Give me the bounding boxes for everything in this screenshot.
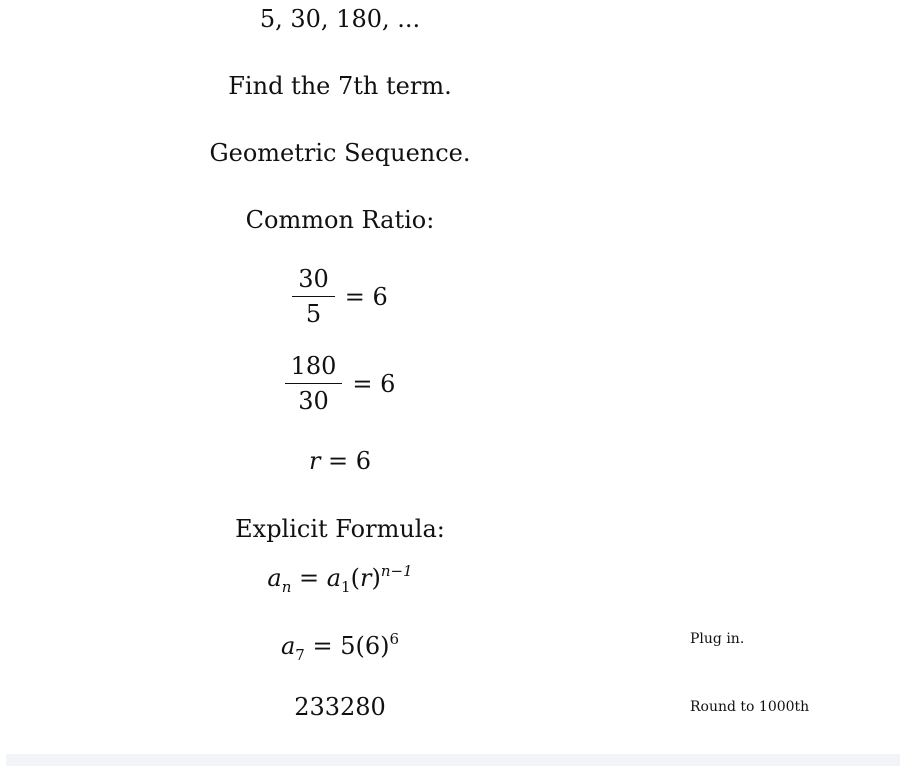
explicit-formula [0, 556, 680, 602]
plug-in-equation [0, 624, 680, 670]
answer-value: 233280 [294, 693, 386, 721]
formula-heading: Explicit Formula: [235, 515, 445, 543]
formula-equals: = [291, 564, 327, 592]
ratio-variable: r [308, 447, 321, 475]
fraction-bar [285, 383, 343, 384]
plug-lhs-sub: 7 [295, 646, 305, 664]
fraction-numerator: 30 [298, 265, 329, 293]
fraction-numerator: 180 [290, 352, 337, 380]
ratio-heading: Common Ratio: [245, 206, 435, 234]
sequence-terms: 5, 30, 180, ... [259, 5, 421, 33]
ratio-value [0, 446, 680, 476]
formula-lhs-var: a [267, 564, 282, 592]
footer-bar [6, 754, 900, 766]
plug-rhs: = 5(6) [304, 632, 390, 660]
fraction [285, 351, 343, 416]
formula-paren-var: r [359, 564, 372, 592]
task-prompt: Find the 7th term. [228, 72, 452, 100]
fraction-result: = 6 [352, 369, 396, 398]
formula-rhs-sub: 1 [341, 578, 351, 596]
fraction-bar [292, 296, 335, 297]
ratio-fraction-2 [0, 351, 680, 416]
fraction [292, 264, 335, 329]
plug-exponent: 6 [389, 630, 400, 648]
answer-note: Round to 1000th [690, 699, 810, 715]
formula-rhs-var: a [326, 564, 342, 592]
ratio-fraction-1 [0, 264, 680, 329]
sequence-type: Geometric Sequence. [209, 139, 471, 167]
ratio-equals: = 6 [320, 447, 372, 475]
formula-exponent: n−1 [380, 562, 413, 580]
fraction-denominator: 5 [305, 300, 322, 328]
fraction-denominator: 30 [298, 387, 329, 415]
formula-paren-close: ) [371, 564, 381, 592]
fraction-result: = 6 [344, 282, 388, 311]
plug-lhs-var: a [280, 632, 296, 660]
formula-lhs-sub: n [281, 578, 292, 596]
formula-paren-open: ( [350, 564, 360, 592]
plug-in-note: Plug in. [690, 631, 745, 647]
